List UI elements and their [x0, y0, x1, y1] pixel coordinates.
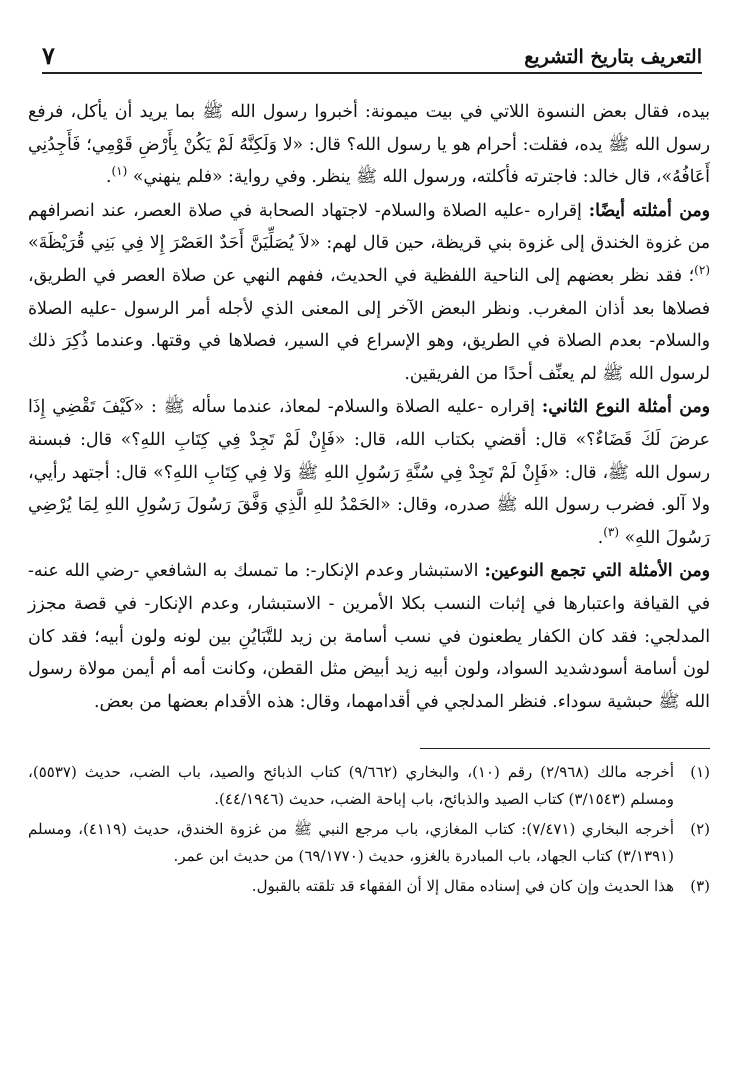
- footnote-number: (٣): [690, 877, 710, 896]
- paragraph-text: إقراره -عليه الصلاة والسلام- لاجتهاد الصحابة في صلاة العصر، عند انصرافهم من غزوة الخندق إلى غزوة بني قريظة، حين قال لهم: «لاَ يُصَلِّيَنَّ أَحَدٌ العَصْرَ إِلا فِي بَنِي قُرَيْظَةَ»: [28, 200, 710, 254]
- footnote-number: (١): [690, 763, 710, 782]
- footnote-text: أخرجه مالك (٢/٩٦٨) رقم (١٠)، والبخاري (٩/٦٦٢) كتاب الذبائح والصيد، باب الضب، حديث (٥٥٣٧)، ومسلم (٣/١٥٤٣) كتاب الصيد والذبائح، باب إباحة الضب، حديث (٤٤/١٩٤٦).: [28, 763, 674, 808]
- paragraph: [28, 391, 710, 554]
- paragraph: [28, 195, 710, 391]
- footnote-text: أخرجه البخاري (٧/٤٧١): كتاب المغازي، باب مرجع النبي ﷺ من غزوة الخندق، حديث (٤١١٩)، ومسلم (٣/١٣٩١) كتاب الجهاد، باب المبادرة بالغزو، حديث (٦٩/١٧٧٠) من حديث ابن عمر.: [28, 820, 674, 865]
- paragraph-text: بيده، فقال بعض النسوة اللاتي في بيت ميمونة: أخبروا رسول الله ﷺ بما يريد أن يأكل، فرفع رسول الله ﷺ يده، فقلت: أحرام هو يا رسول الله؟ قال: «لا وَلَكِنَّهُ لَمْ يَكُنْ بِأَرْضِ قَوْمِي؛ فَأَجِدُنِي أَعَافُهُ»، قال خالد: فاجترته فأكلته، ورسول الله ﷺ ينظر. وفي رواية: «فلم ينهني»: [28, 102, 710, 188]
- paragraph-lead: ومن الأمثلة التي تجمع النوعين:: [484, 561, 710, 582]
- paragraph-lead: ومن أمثلة النوع الثاني:: [541, 397, 710, 418]
- paragraph-text: إقراره -عليه الصلاة والسلام- لمعاذ، عندما سأله ﷺ : «كَيْفَ تَقْضِي إِذَا عرضَ لَكَ قَضَاءٌ؟» قال: أقضي بكتاب الله، قال: «فَإِنْ لَمْ تَجِدْ فِي كِتَابِ اللهِ؟» قال: فبسنة رسول الله ﷺ، قال: «فَإِنْ لَمْ تَجِدْ فِي سُنَّةِ رَسُولِ اللهِ ﷺ وَلا فِي كِتَابِ اللهِ؟» قال: أجتهد رأيي، ولا آلو. فضرب رسول الله ﷺ صدره، وقال: «الحَمْدُ للهِ الَّذِي وَفَّقَ رَسُولَ رَسُولِ اللهِ لِمَا يُرْضِي رَسُولَ اللهِ»: [28, 397, 710, 548]
- paragraph-tail: .: [105, 167, 112, 188]
- running-title: التعريف بتاريخ التشريع: [524, 46, 702, 68]
- footnote-text: هذا الحديث وإن كان في إسناده مقال إلا أن الفقهاء قد تلقته بالقبول.: [251, 877, 674, 896]
- footnote: [28, 873, 710, 900]
- footnote-ref[interactable]: (٢): [694, 263, 710, 278]
- paragraph: [28, 96, 710, 194]
- footnote-ref[interactable]: (١): [111, 164, 128, 179]
- paragraph-tail: .: [597, 527, 604, 548]
- paragraph-text: الاستبشار وعدم الإنكار-: ما تمسك به الشافعي -رضي الله عنه- في القيافة واعتبارها في إثبات النسب بكلا الأمرين - الاستبشار، وعدم الإنكار- في قصة مجزز المدلجي: فقد كان الكفار يطعنون في نسب أسامة بن زيد للتَّبَايُنِ بين لونه ولون أبيه؛ فقد كان لون أسامة أسودشديد السواد، ولون أبيه زيد أبيض مثل القطن، وكانت أمه أم أيمن مولاة رسول الله ﷺ حبشية سوداء. فنظر المدلجي في أقدامهما، وقال: هذه الأقدام بعضها من بعض.: [28, 561, 710, 712]
- footnotes: [28, 759, 710, 900]
- paragraph-lead: ومن أمثلته أيضًا:: [588, 200, 710, 221]
- footnote-separator: [420, 748, 710, 749]
- footnote-ref[interactable]: (٣): [603, 524, 620, 539]
- page-number: ٧: [42, 41, 55, 70]
- main-text: [28, 96, 710, 718]
- paragraph: [28, 555, 710, 718]
- running-header: [42, 38, 702, 74]
- paragraph-tail: ؛ فقد نظر بعضهم إلى الناحية اللفظية في الحديث، ففهم النهي عن صلاة العصر في الطريق، فصلاها بعد أذان المغرب. ونظر البعض الآخر إلى المعنى الذي لأجله أمر الرسول -عليه الصلاة والسلام- بعدم الصلاة في الطريق، وهو الإسراع في السير، فصلاها في وقتها. وعندما ذُكِرَ ذلك لرسول الله ﷺ لم يعنِّف أحدًا من الفريقين.: [28, 265, 710, 384]
- footnote: [28, 816, 710, 869]
- footnote: [28, 759, 710, 812]
- footnote-number: (٢): [690, 820, 710, 839]
